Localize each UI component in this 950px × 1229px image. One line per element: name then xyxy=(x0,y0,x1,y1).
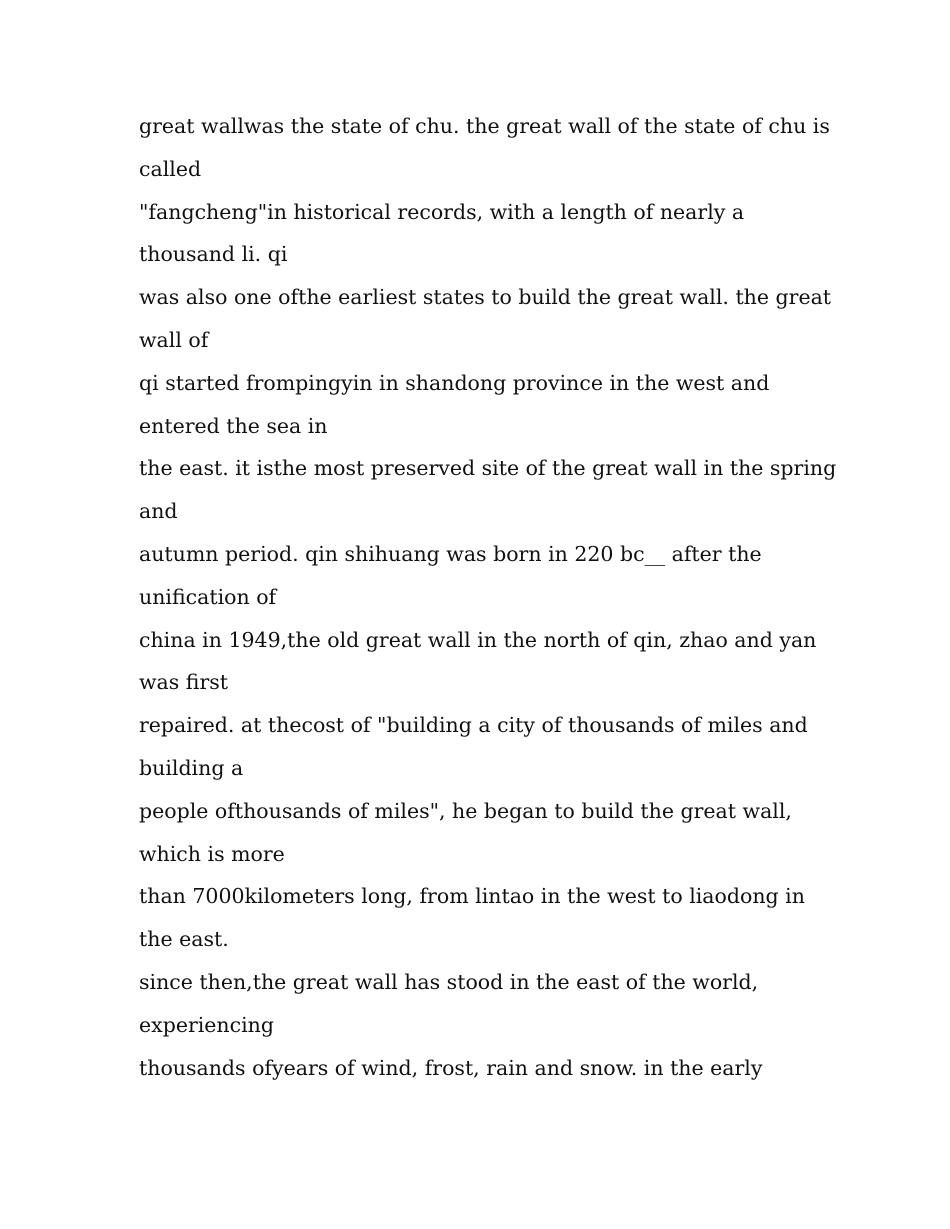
text-line: entered the sea in xyxy=(139,413,328,438)
text-line: experiencing xyxy=(139,1012,275,1037)
text-line: great wallwas the state of chu. the great wall of the state of chu is xyxy=(139,114,830,138)
text-line: since then,the great wall has stood in the east of the world, xyxy=(139,969,759,994)
text-line: building a xyxy=(139,755,244,780)
text-line: people ofthousands of miles", he began to build the great wall, xyxy=(139,798,792,823)
text-line: china in 1949,the old great wall in the north of qin, zhao and yan xyxy=(139,627,817,652)
text-line: autumn period. qin shihuang was born in 220 bc__ after the xyxy=(139,541,762,566)
text-line: wall of xyxy=(139,327,209,352)
text-line: and xyxy=(139,499,178,524)
text-line: the east. it isthe most preserved site of the great wall in the spring xyxy=(139,456,837,481)
text-line: called xyxy=(139,156,202,181)
text-line: repaired. at thecost of "building a city of thousands of miles and xyxy=(139,713,808,738)
text-line: the east. xyxy=(139,927,229,952)
text-line: unification of xyxy=(139,584,277,609)
text-line: than 7000kilometers long, from lintao in the west to liaodong in xyxy=(139,884,805,909)
text-line: qi started frompingyin in shandong province in the west and xyxy=(139,370,770,395)
text-line: "fangcheng"in historical records, with a length of nearly a xyxy=(139,199,745,224)
text-line: which is more xyxy=(139,841,285,866)
text-line: was also one ofthe earliest states to build the great wall. the great xyxy=(139,285,832,310)
text-line: was first xyxy=(139,670,229,695)
document-body xyxy=(139,105,837,1089)
text-line: thousands ofyears of wind, frost, rain and snow. in the early xyxy=(139,1055,763,1080)
text-line: thousand li. qi xyxy=(139,242,288,267)
